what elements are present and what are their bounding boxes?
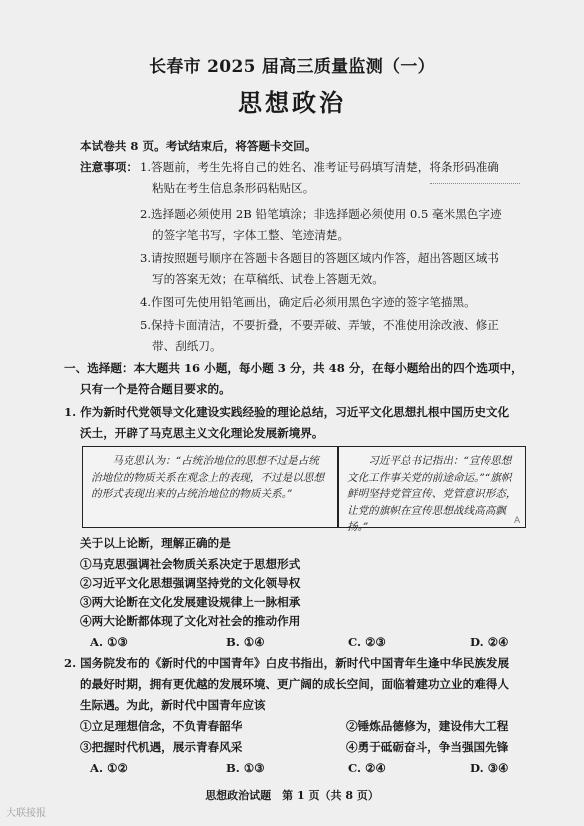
- q1-option-b: B. ①④: [226, 635, 265, 649]
- q2-statement-1: ①立足理想信念，不负青春韶华: [80, 719, 243, 733]
- notice-item-1: 1.答题前，考生先将自己的姓名、准考证号码填写清楚，将条形码准确: [140, 160, 499, 174]
- notice-item-2: 2.选择题必须使用 2B 铅笔填涂；非选择题必须使用 0.5 毫米黑色字迹: [140, 207, 502, 221]
- q2-option-a: A. ①②: [90, 761, 128, 775]
- q1-stem-cont: 沃土，开辟了马克思主义文化理论发展新境界。: [80, 426, 324, 440]
- q1-prompt: 关于以上论断，理解正确的是: [80, 536, 231, 550]
- q1-option-d: D. ②④: [470, 635, 509, 649]
- subject-title: 思想政治: [238, 88, 346, 117]
- q2-stem: 2. 国务院发布的《新时代的中国青年》白皮书指出，新时代中国青年生逢中华民族发展: [64, 656, 510, 670]
- q2-statement-3: ③把握时代机遇，展示青春风采: [80, 740, 243, 754]
- notice-item-5: 5.保持卡面清洁，不要折叠，不要弄破、弄皱，不准使用涂改液、修正: [140, 318, 499, 332]
- q1-stem: 1. 作为新时代党领导文化建设实践经验的理论总结，习近平文化思想扎根中国历史文化: [64, 405, 510, 419]
- scan-line: [430, 183, 520, 184]
- page-footer: 思想政治试题 第 1 页（共 8 页）: [205, 789, 379, 802]
- q2-statement-4: ④勇于砥砺奋斗，争当强国先锋: [346, 740, 509, 754]
- q1-option-a: A. ①③: [90, 635, 128, 649]
- q2-option-c: C. ②④: [348, 761, 386, 775]
- notice-item-2-cont: 的签字笔书写，字体工整、笔迹清楚。: [152, 228, 350, 242]
- notice-item-5-cont: 带、刮纸刀。: [152, 339, 222, 353]
- section1-heading-cont: 只有一个是符合题目要求的。: [80, 382, 231, 396]
- watermark-logo: 大联接报: [6, 808, 46, 819]
- quote-box-marx: [82, 446, 338, 528]
- q1-statement-3: ③两大论断在文化发展建设规律上一脉相承: [80, 595, 301, 609]
- q2-option-d: D. ③④: [470, 761, 509, 775]
- quote-marx: 马克思认为：“占统治地位的思想不过是占统治地位的物质关系在观念上的表现，不过是以思想的形式表现出来的占统治地位的物质关系。”: [91, 455, 325, 500]
- q2-stem-cont-1: 的最好时期，拥有更优越的发展环境、更广阔的成长空间，面临着建功立业的难得人: [80, 677, 509, 691]
- q1-statement-4: ④两大论断都体现了文化对社会的推动作用: [80, 614, 301, 628]
- notice-item-4: 4.作图可先使用铅笔画出，确定后必须用黑色字迹的签字笔描黑。: [140, 295, 476, 309]
- section1-heading: 一、选择题：本大题共 16 小题，每小题 3 分，共 48 分，在每小题给出的四个选项中，: [64, 361, 523, 375]
- q1-statement-1: ①马克思强调社会物质关系决定于思想形式: [80, 557, 301, 571]
- q2-option-b: B. ①③: [226, 761, 265, 775]
- notice-item-3: 3.请按照题号顺序在答题卡各题目的答题区域内作答，超出答题区域书: [140, 251, 499, 265]
- notice-label: 注意事项：: [80, 160, 138, 174]
- notice-item-3-cont: 写的答案无效；在草稿纸、试卷上答题无效。: [152, 272, 384, 286]
- exam-intro: 本试卷共 8 页。考试结束后，将答题卡交回。: [80, 139, 317, 153]
- q1-option-c: C. ②③: [348, 635, 386, 649]
- q1-statement-2: ②习近平文化思想强调坚持党的文化领导权: [80, 576, 301, 590]
- q2-stem-cont-2: 生际遇。为此，新时代中国青年应该: [80, 698, 266, 712]
- notice-item-1-cont: 粘贴在考生信息条形码粘贴区。: [152, 181, 315, 195]
- quote-xi: 习近平总书记指出：“宣传思想文化工作事关党的前途命运。”“旗帜鲜明坚持党管宣传、党管意识形态，让党的旗帜在宣传思想战线高高飘扬。”: [347, 455, 517, 533]
- quote-box-xi: [338, 446, 526, 533]
- exam-title: 长春市 2025 届高三质量监测（一）: [149, 57, 435, 77]
- q2-statement-2: ②锤炼品德修为，建设伟大工程: [346, 719, 509, 733]
- scan-mark: A: [514, 516, 521, 526]
